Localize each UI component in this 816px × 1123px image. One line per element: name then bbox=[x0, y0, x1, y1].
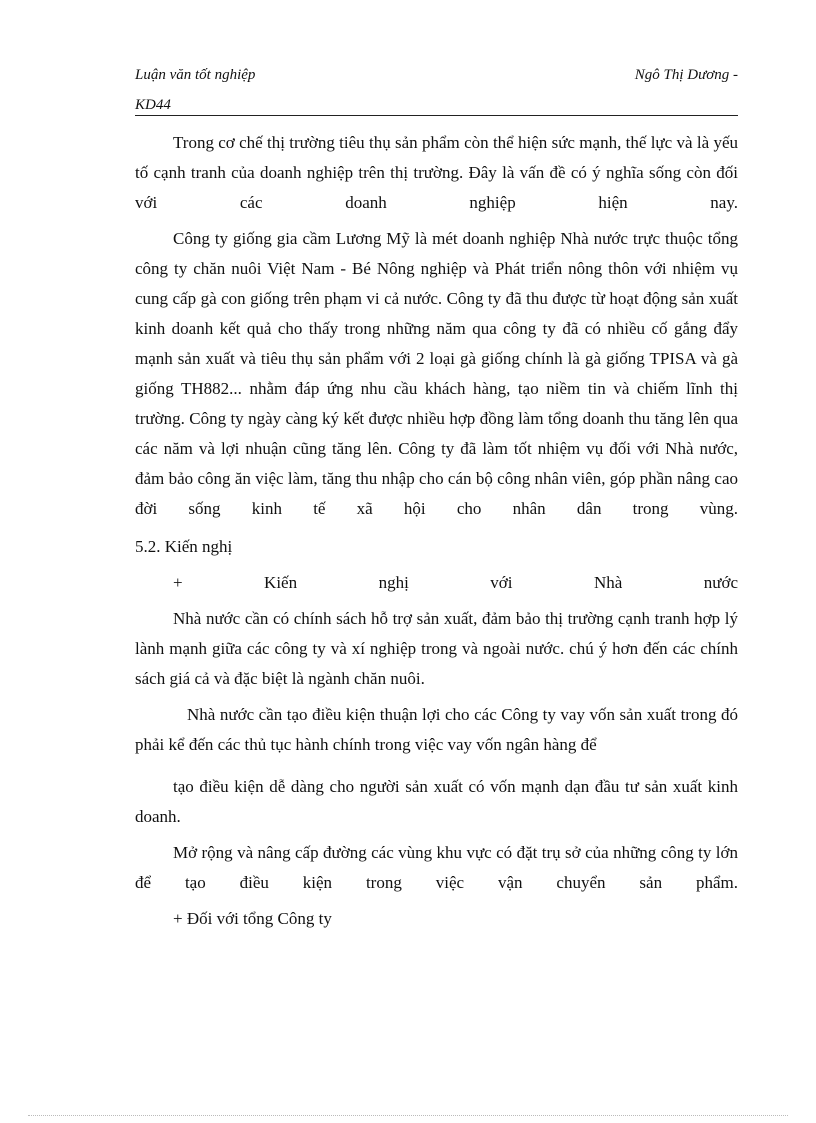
header-author: Ngô Thị Dương - bbox=[634, 67, 738, 83]
paragraph-infrastructure: Mở rộng và nâng cấp đường các vùng khu vực có đặt trụ sở của những công ty lớn để tạo điều kiện trong việc vận chuyển sản phẩm. bbox=[135, 843, 738, 892]
page-bottom-border bbox=[28, 1115, 788, 1116]
paragraph-state-support: Nhà nước cần có chính sách hỗ trợ sản xuất, đảm bảo thị trường cạnh tranh hợp lý lành mạnh giữa các công ty và xí nghiệp trong và ngoài nước. chú ý hơn đến các chính sách giá cả và đặc biệt là ngành chăn nuôi. bbox=[135, 609, 738, 688]
header-row bbox=[135, 60, 738, 90]
paragraph-loan-conditions: Nhà nước cần tạo điều kiện thuận lợi cho các Công ty vay vốn sản xuất trong đó phải kể đến các thủ tục hành chính trong việc vay vốn ngân hàng để bbox=[135, 705, 738, 754]
subheading-corporation: + Đối với tổng Công ty bbox=[173, 909, 332, 928]
paragraph-market-role: Trong cơ chế thị trường tiêu thụ sản phẩm còn thể hiện sức mạnh, thế lực và là yếu tố cạnh tranh của doanh nghiệp trên thị trường. Đây là vấn đề có ý nghĩa sống còn đối với các doanh nghiệp hiện nay. bbox=[135, 133, 738, 212]
section-heading-recommendations: 5.2. Kiến nghị bbox=[135, 537, 233, 556]
document-body bbox=[135, 128, 738, 934]
page-header bbox=[135, 60, 738, 120]
paragraph-investment: tạo điều kiện dễ dàng cho người sản xuất có vốn mạnh dạn đầu tư sản xuất kinh doanh. bbox=[135, 777, 738, 826]
paragraph-company-overview: Công ty giống gia cầm Lương Mỹ là mét doanh nghiệp Nhà nước trực thuộc tổng công ty chăn nuôi Việt Nam - Bé Nông nghiệp và Phát triển nông thôn với nhiệm vụ cung cấp gà con giống trên phạm vi cả nước. Công ty đã thu được từ hoạt động sản xuất kinh doanh kết quả cho thấy trong những năm qua công ty đã có nhiều cố gắng đẩy mạnh sản xuất và tiêu thụ sản phẩm với 2 loại gà giống chính là gà giống TPISA và gà giống TH882... nhằm đáp ứng nhu cầu khách hàng, tạo niềm tin và chiếm lĩnh thị trường. Công ty ngày càng ký kết được nhiều hợp đồng làm tổng doanh thu tăng lên qua các năm và lợi nhuận cũng tăng lên. Công ty đã làm tốt nhiệm vụ đối với Nhà nước, đảm bảo công ăn việc làm, tăng thu nhập cho cán bộ công nhân viên, góp phần nâng cao đời sống kinh tế xã hội cho nhân dân trong vùng. bbox=[135, 229, 738, 518]
header-divider bbox=[135, 115, 738, 116]
header-class-code: KD44 bbox=[135, 97, 171, 113]
header-thesis-title: Luận văn tốt nghiệp bbox=[135, 67, 256, 83]
subheading-state-recommendations: + Kiến nghị với Nhà nước bbox=[173, 573, 738, 592]
